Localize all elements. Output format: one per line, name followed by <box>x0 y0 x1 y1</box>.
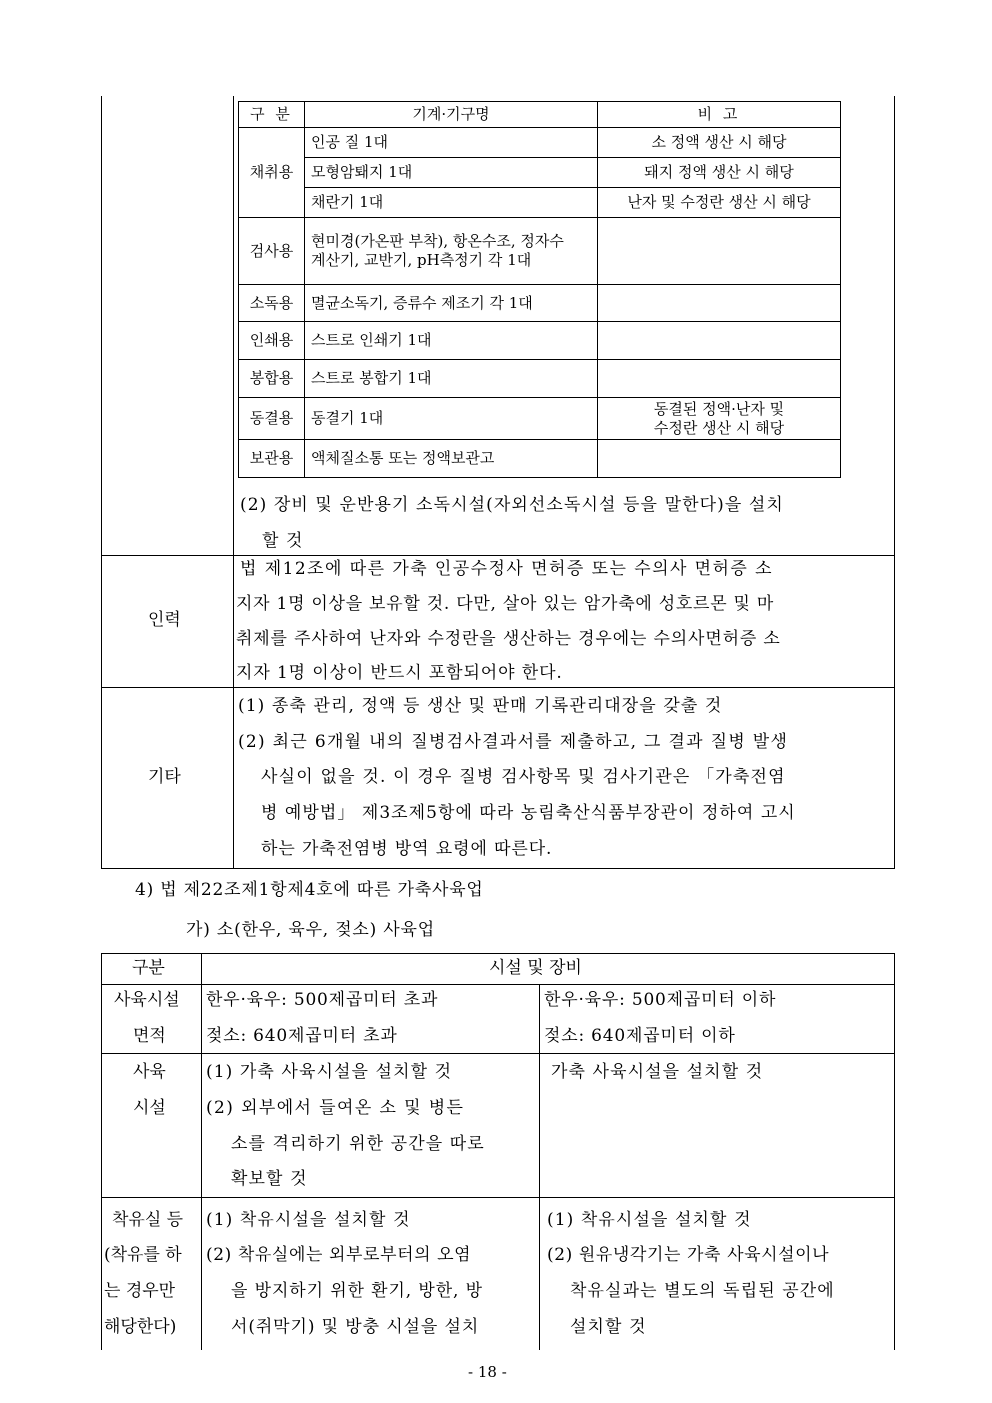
equipment-note <box>598 285 841 322</box>
area-label-line: 사육시설 <box>114 990 180 1010</box>
equipment-note: 난자 및 수정란 생산 시 해당 <box>598 188 841 218</box>
milking-left-line: 을 방지하기 위한 환기, 방한, 방 <box>231 1281 483 1301</box>
personnel-line: 지자 1명 이상을 보유할 것. 다만, 살아 있는 암가축에 성호르몬 및 마 <box>236 594 775 614</box>
other-line: (1) 종축 관리, 정액 등 생산 및 판매 기록관리대장을 갖출 것 <box>238 696 723 716</box>
personnel-line: 취제를 주사하여 난자와 수정란을 생산하는 경우에는 수의사면허증 소 <box>236 629 781 649</box>
equipment-name: 채란기 1대 <box>305 188 598 218</box>
area-left-line: 젖소: 640제곱미터 초과 <box>206 1026 398 1046</box>
cattle-header-facility: 시설 및 장비 <box>489 958 582 978</box>
facility-label-line: 시설 <box>133 1098 166 1118</box>
milking-label-line: 는 경우만 <box>104 1281 176 1301</box>
cattle-header-category: 구분 <box>132 958 165 978</box>
area-right-line: 젖소: 640제곱미터 이하 <box>544 1026 736 1046</box>
personnel-line: 지자 1명 이상이 반드시 포함되어야 한다. <box>236 663 563 683</box>
milking-right-line: 착유실과는 별도의 독립된 공간에 <box>570 1281 835 1301</box>
milking-label-line: 해당한다) <box>104 1317 177 1337</box>
other-label: 기타 <box>148 767 181 787</box>
header-equipment: 기계·기구명 <box>305 102 598 128</box>
facility-left-line: 확보할 것 <box>231 1169 308 1189</box>
equipment-name: 스트로 봉합기 1대 <box>305 360 598 398</box>
personnel-label: 인력 <box>148 610 181 630</box>
other-line: (2) 최근 6개월 내의 질병검사결과서를 제출하고, 그 결과 질병 발생 <box>238 732 789 752</box>
note-line: 수정란 생산 시 해당 <box>653 418 785 437</box>
milking-right-line: (2) 원유냉각기는 가축 사육시설이나 <box>547 1245 830 1265</box>
milking-right-line: (1) 착유시설을 설치할 것 <box>547 1210 752 1230</box>
milking-label-line: (착유를 하 <box>104 1245 182 1265</box>
category-printing: 인쇄용 <box>239 322 305 360</box>
facility-left-line: (2) 외부에서 들여온 소 및 병든 <box>206 1098 465 1118</box>
other-line: 병 예방법」 제3조제5항에 따라 농림축산식품부장관이 정하여 고시 <box>261 803 796 823</box>
milking-right-line: 설치할 것 <box>570 1317 647 1337</box>
milking-left-line: (2) 착유실에는 외부로부터의 오염 <box>206 1245 472 1265</box>
category-collection: 채취용 <box>239 128 305 218</box>
area-right-line: 한우·육우: 500제곱미터 이하 <box>544 990 777 1010</box>
equipment-note: 돼지 정액 생산 시 해당 <box>598 158 841 188</box>
section-subheading: 가) 소(한우, 육우, 젖소) 사육업 <box>186 920 435 940</box>
area-left-line: 한우·육우: 500제곱미터 초과 <box>206 990 439 1010</box>
facility-note-line: (2) 장비 및 운반용기 소독시설(자외선소독시설 등을 말한다)을 설치 <box>240 495 784 515</box>
category-sealing: 봉합용 <box>239 360 305 398</box>
category-freezing: 동결용 <box>239 398 305 440</box>
equipment-name: 멸균소독기, 증류수 제조기 각 1대 <box>305 285 598 322</box>
facility-left-line: (1) 가축 사육시설을 설치할 것 <box>206 1062 453 1082</box>
equipment-note <box>598 322 841 360</box>
facility-right-line: 가축 사육시설을 설치할 것 <box>551 1062 764 1082</box>
section-heading: 4) 법 제22조제1항제4호에 따른 가축사육업 <box>135 880 484 900</box>
equipment-note <box>598 440 841 478</box>
equipment-table <box>238 101 841 478</box>
milking-left-line: 서(쥐막기) 및 방충 시설을 설치 <box>231 1317 480 1337</box>
header-note: 비 고 <box>598 102 841 128</box>
equipment-name: 스트로 인쇄기 1대 <box>305 322 598 360</box>
equipment-note: 소 정액 생산 시 해당 <box>598 128 841 158</box>
category-disinfection: 소독용 <box>239 285 305 322</box>
equipment-note <box>598 398 841 440</box>
facility-note-line: 할 것 <box>262 531 304 551</box>
category-storage: 보관용 <box>239 440 305 478</box>
header-category: 구 분 <box>239 102 305 128</box>
equipment-name: 현미경(가온판 부착), 항온수조, 정자수 계산기, 교반기, pH측정기 각 1대 <box>305 218 598 285</box>
milking-left-line: (1) 착유시설을 설치할 것 <box>206 1210 411 1230</box>
category-inspection: 검사용 <box>239 218 305 285</box>
equipment-name: 동결기 1대 <box>305 398 598 440</box>
equipment-note <box>598 360 841 398</box>
area-label-line: 면적 <box>133 1026 166 1046</box>
facility-label-line: 사육 <box>133 1062 166 1082</box>
equipment-name: 액체질소통 또는 정액보관고 <box>305 440 598 478</box>
milking-label-line: 착유실 등 <box>112 1210 184 1230</box>
equipment-note <box>598 218 841 285</box>
equipment-name: 인공 질 1대 <box>305 128 598 158</box>
personnel-line: 법 제12조에 따른 가축 인공수정사 면허증 또는 수의사 면허증 소 <box>240 559 774 579</box>
note-line: 동결된 정액·난자 및 <box>653 399 785 418</box>
facility-left-line: 소를 격리하기 위한 공간을 따로 <box>231 1134 485 1154</box>
equipment-name: 모형암퇘지 1대 <box>305 158 598 188</box>
other-line: 하는 가축전염병 방역 요령에 따른다. <box>261 839 553 859</box>
page-number: - 18 - <box>468 1363 507 1381</box>
other-line: 사실이 없을 것. 이 경우 질병 검사항목 및 검사기관은 「가축전염 <box>261 767 786 787</box>
